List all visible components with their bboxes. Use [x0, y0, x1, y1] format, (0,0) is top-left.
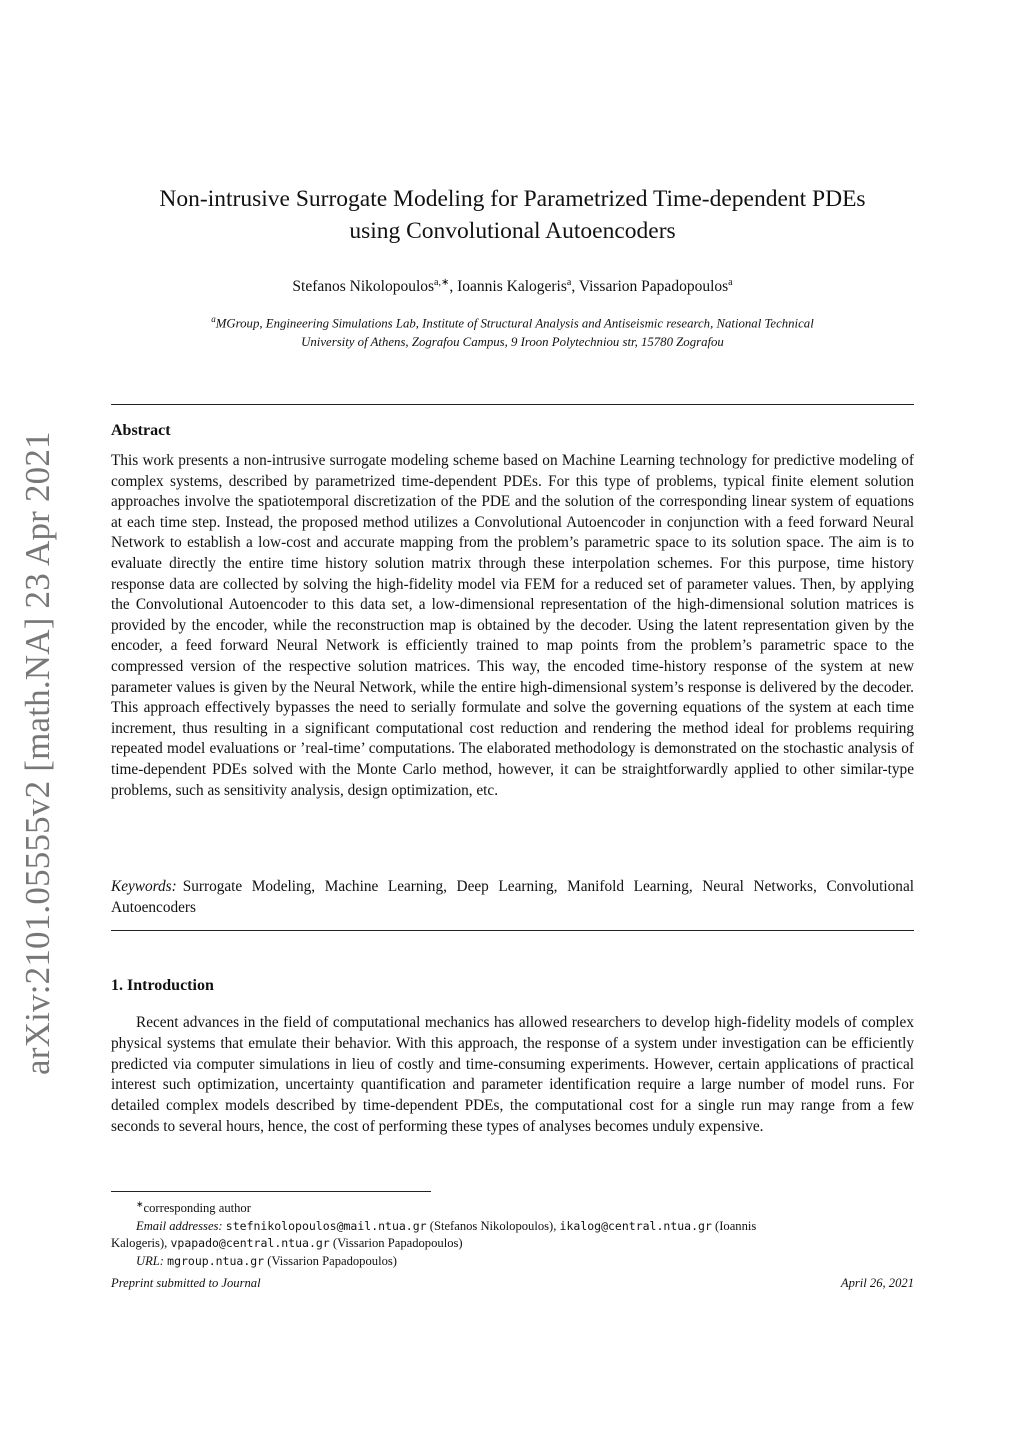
author-affiliation-mark: a,∗: [434, 277, 450, 288]
email-link-1[interactable]: stefnikolopoulos@mail.ntua.gr: [225, 1218, 427, 1233]
keywords: [111, 876, 914, 918]
arxiv-identifier: arXiv:2101.05555v2 [math.NA] 23 Apr 2021: [18, 431, 57, 1075]
corresponding-text: corresponding author: [143, 1201, 251, 1216]
affiliation-line-1: [111, 310, 914, 333]
title-line-1: Non-intrusive Surrogate Modeling for Parametrized Time-dependent PDEs: [159, 186, 866, 212]
author-list: [111, 272, 914, 298]
author-separator: ,: [449, 278, 458, 296]
footnote-url: [111, 1253, 914, 1271]
footnotes: [111, 1196, 914, 1270]
author-name: Stefanos Nikolopoulos: [292, 278, 435, 296]
footnote-rule: [111, 1191, 431, 1192]
email-label: Email addresses:: [136, 1218, 223, 1233]
author-separator: ,: [571, 278, 579, 296]
affiliation: [111, 310, 914, 352]
title-line-2: using Convolutional Autoencoders: [349, 218, 676, 244]
author-name: Vissarion Papadopoulos: [578, 278, 729, 296]
affiliation-line-2: University of Athens, Zografou Campus, 9 Iroon Polytechniou str, 15780 Zografou: [301, 335, 724, 350]
affiliation-text-1: MGroup, Engineering Simulations Lab, Institute of Structural Analysis and Antiseismic research, National Technical: [215, 316, 814, 331]
email-owner-2b: Kalogeris),: [111, 1236, 168, 1251]
email-owner-1: (Stefanos Nikolopoulos),: [429, 1218, 557, 1233]
author-name: Ioannis Kalogeris: [457, 278, 567, 296]
url-label: URL:: [136, 1253, 164, 1268]
email-owner-2a: (Ioannis: [715, 1218, 757, 1233]
abstract-heading: Abstract: [111, 422, 171, 439]
abstract-top-rule: [111, 404, 914, 405]
email-link-2[interactable]: ikalog@central.ntua.gr: [559, 1218, 712, 1233]
abstract-bottom-rule: [111, 930, 914, 931]
author-affiliation-mark: a: [728, 277, 733, 288]
keywords-text: Surrogate Modeling, Machine Learning, Deep Learning, Manifold Learning, Neural Networks, Convolutional Autoencoders: [111, 878, 914, 916]
author-affiliation-mark: a: [566, 277, 572, 288]
footer-date: April 26, 2021: [840, 1276, 914, 1290]
url-link[interactable]: mgroup.ntua.gr: [167, 1253, 265, 1268]
corresponding-mark: ∗: [136, 1199, 144, 1209]
affiliation-mark: a: [211, 314, 216, 324]
paper-title: [111, 183, 914, 247]
footnote-emails: [111, 1218, 914, 1253]
footnote-corresponding: [111, 1196, 914, 1218]
footer-preprint-note: Preprint submitted to Journal: [111, 1276, 261, 1290]
section-heading-introduction: 1. Introduction: [111, 977, 214, 994]
introduction-paragraph: Recent advances in the field of computational mechanics has allowed researchers to develop high-fidelity models of complex physical systems that emulate their behavior. With this approach, the response of a system under investigation can be efficiently predicted via computer simulations in lieu of costly and time-consuming experiments. However, certain applications of practical interest such optimization, uncertainty quantification and parameter identification require a large number of model runs. For detailed complex models described by time-dependent PDEs, the computational cost for a single run may range from a few seconds to several hours, hence, the cost of performing these types of analyses becomes unduly expensive.: [111, 1014, 914, 1135]
url-owner: (Vissarion Papadopoulos): [267, 1253, 397, 1268]
keywords-label: Keywords:: [111, 878, 177, 895]
email-link-3[interactable]: vpapado@central.ntua.gr: [170, 1236, 330, 1251]
abstract-text: This work presents a non-intrusive surrogate modeling scheme based on Machine Learning technology for predictive modeling of complex systems, described by parametrized time-dependent PDEs. For this type of problems, typical finite element solution approaches involve the spatiotemporal discretization of the PDE and the solution of the corresponding linear system of equations at each time step. Instead, the proposed method utilizes a Convolutional Autoencoder in conjunction with a feed forward Neural Network to establish a low-cost and accurate mapping from the problem’s parametric space to its solution space. The aim is to evaluate directly the entire time history solution matrix through these interpolation schemes. For this purpose, time history response data are collected by solving the high-fidelity model via FEM for a reduced set of parameter values. Then, by applying the Convolutional Autoencoder to this data set, a low-dimensional representation of the high-dimensional solution matrices is provided by the encoder, while the reconstruction map is obtained by the decoder. Using the latent representation given by the encoder, a feed forward Neural Network is efficiently trained to map points from the problem’s parametric space to the compressed version of the respective solution matrices. This way, the encoded time-history response of the system at new parameter values is given by the Neural Network, while the entire high-dimensional system’s response is delivered by the decoder. This approach effectively bypasses the need to serially formulate and solve the governing equations of the system at each time increment, thus resulting in a significant computational cost reduction and rendering the method ideal for problems requiring repeated model evaluations or ’real-time’ computations. The elaborated methodology is demonstrated on the stochastic analysis of time-dependent PDEs solved with the Monte Carlo method, however, it can be straightforwardly applied to other similar-type problems, such as sensitivity analysis, design optimization, etc.: [111, 452, 914, 799]
email-owner-3: (Vissarion Papadopoulos): [332, 1236, 463, 1251]
